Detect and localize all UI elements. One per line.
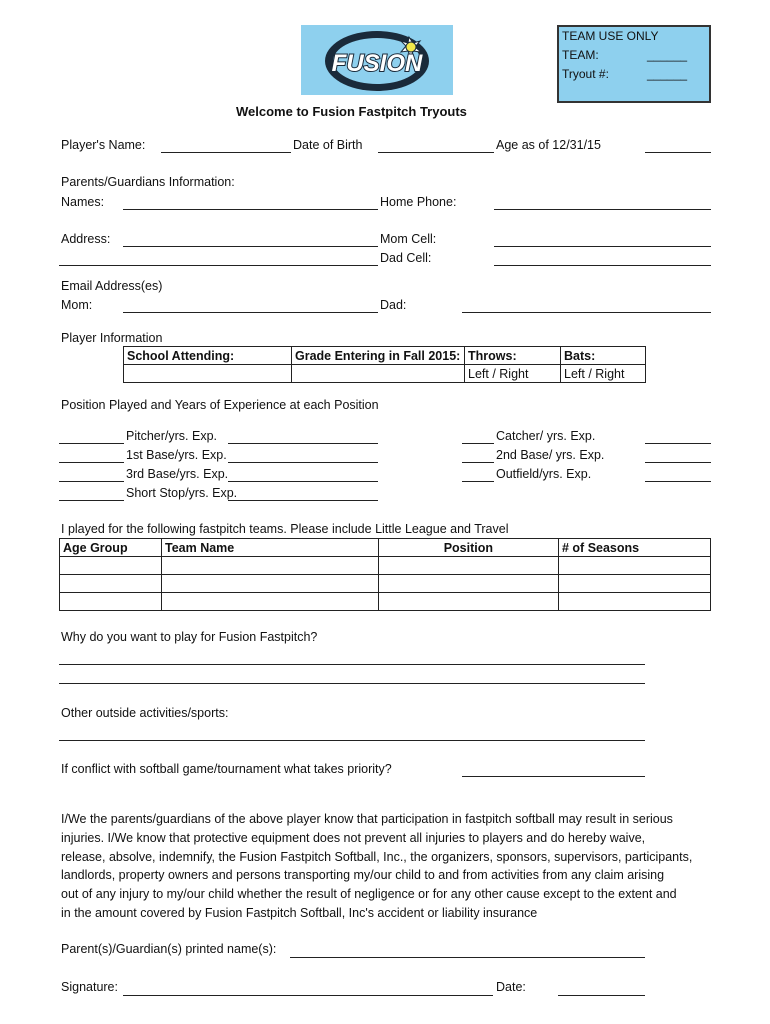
catcher-exp-field[interactable] (645, 443, 711, 444)
team-use-title: TEAM USE ONLY (562, 29, 659, 43)
school-cell[interactable] (124, 365, 292, 383)
names-label: Names: (61, 195, 105, 209)
dad-email-field[interactable] (462, 312, 711, 313)
player-info-value-row (124, 365, 646, 383)
waiver-line: injuries. I/We know that protective equipment does not prevent all injuries to players and do hereby waive, (61, 830, 646, 845)
dad-cell-label: Dad Cell: (380, 251, 432, 265)
signature-label: Signature: (61, 980, 118, 994)
player-name-field[interactable] (161, 152, 291, 153)
third-base-label: 3rd Base/yrs. Exp. (126, 467, 229, 481)
home-phone-field[interactable] (494, 209, 711, 210)
table-cell[interactable] (162, 593, 379, 611)
dad-email-label: Dad: (380, 298, 407, 312)
player-info-header-row (124, 347, 646, 365)
conflict-answer[interactable] (462, 776, 645, 777)
mom-email-field[interactable] (123, 312, 378, 313)
age-group-header: Age Group (60, 539, 162, 557)
table-cell[interactable] (559, 593, 711, 611)
other-activities-question: Other outside activities/sports: (61, 706, 229, 720)
first-base-years-field[interactable] (59, 462, 124, 463)
third-base-years-field[interactable] (59, 481, 124, 482)
teams-table (59, 538, 711, 611)
second-base-years-field[interactable] (462, 462, 494, 463)
table-cell[interactable] (162, 557, 379, 575)
date-label: Date: (496, 980, 526, 994)
table-row (60, 593, 711, 611)
table-row (60, 557, 711, 575)
age-label: Age as of 12/31/15 (496, 138, 601, 152)
positions-section-label: Position Played and Years of Experience at each Position (61, 398, 379, 412)
seasons-header: # of Seasons (559, 539, 711, 557)
pitcher-label: Pitcher/yrs. Exp. (126, 429, 217, 443)
team-use-box (557, 25, 711, 103)
other-activities-answer[interactable] (59, 740, 645, 741)
table-cell[interactable] (379, 575, 559, 593)
why-answer-line2[interactable] (59, 683, 645, 684)
outfield-years-field[interactable] (462, 481, 494, 482)
table-cell[interactable] (559, 575, 711, 593)
grade-cell[interactable] (292, 365, 465, 383)
dob-label: Date of Birth (293, 138, 363, 152)
fusion-logo (301, 25, 453, 95)
bats-header: Bats: (561, 347, 646, 365)
email-section-label: Email Address(es) (61, 279, 163, 293)
table-cell[interactable] (162, 575, 379, 593)
pitcher-years-field[interactable] (59, 443, 124, 444)
conflict-question: If conflict with softball game/tournament what takes priority? (61, 762, 392, 776)
table-cell[interactable] (379, 593, 559, 611)
outfield-exp-field[interactable] (645, 481, 711, 482)
mom-cell-field[interactable] (494, 246, 711, 247)
team-label: TEAM: (562, 48, 599, 62)
address-label: Address: (61, 232, 111, 246)
catcher-label: Catcher/ yrs. Exp. (496, 429, 596, 443)
form-title: Welcome to Fusion Fastpitch Tryouts (236, 104, 467, 119)
waiver-line: landlords, property owners and persons transporting my/our child to and from activities from any claim arising (61, 868, 665, 883)
printed-name-field[interactable] (290, 957, 645, 958)
tryout-label: Tryout #: (562, 67, 609, 81)
table-row (60, 575, 711, 593)
table-cell[interactable] (559, 557, 711, 575)
signature-field[interactable] (123, 995, 493, 996)
waiver-line: in the amount covered by Fusion Fastpitch Softball, Inc's accident or liability insurance (61, 905, 538, 920)
waiver-line: out of any injury to my/our child whether the result of negligence or for any other cause except to the extent and (61, 887, 677, 902)
why-question: Why do you want to play for Fusion Fastpitch? (61, 630, 318, 644)
mom-cell-label: Mom Cell: (380, 232, 437, 246)
school-header: School Attending: (124, 347, 292, 365)
first-base-label: 1st Base/yrs. Exp. (126, 448, 227, 462)
address-field-line2[interactable] (59, 265, 378, 266)
names-field[interactable] (123, 209, 378, 210)
teams-header-row (60, 539, 711, 557)
dad-cell-field[interactable] (494, 265, 711, 266)
second-base-label: 2nd Base/ yrs. Exp. (496, 448, 605, 462)
pitcher-exp-field[interactable] (228, 443, 378, 444)
address-field-line1[interactable] (123, 246, 378, 247)
grade-header: Grade Entering in Fall 2015: (292, 347, 465, 365)
parents-section-label: Parents/Guardians Information: (61, 175, 235, 189)
player-name-label: Player's Name: (61, 138, 146, 152)
table-cell[interactable] (60, 593, 162, 611)
player-info-section-label: Player Information (61, 331, 163, 345)
table-cell[interactable] (60, 575, 162, 593)
catcher-years-field[interactable] (462, 443, 494, 444)
short-stop-label: Short Stop/yrs. Exp. (126, 486, 238, 500)
home-phone-label: Home Phone: (380, 195, 457, 209)
teams-intro: I played for the following fastpitch teams. Please include Little League and Travel (61, 522, 509, 536)
logo-text: FUSION (331, 50, 423, 77)
table-cell[interactable] (60, 557, 162, 575)
table-cell[interactable] (379, 557, 559, 575)
position-header: Position (379, 539, 559, 557)
why-answer-line1[interactable] (59, 664, 645, 665)
first-base-exp-field[interactable] (228, 462, 378, 463)
short-stop-exp-field[interactable] (228, 500, 378, 501)
team-name-header: Team Name (162, 539, 379, 557)
throws-header: Throws: (465, 347, 561, 365)
fusion-logo-graphic (301, 25, 453, 95)
player-info-table (123, 346, 646, 383)
printed-name-label: Parent(s)/Guardian(s) printed name(s): (61, 942, 277, 956)
throws-cell[interactable]: Left / Right (465, 365, 561, 383)
third-base-exp-field[interactable] (228, 481, 378, 482)
tryout-value[interactable]: ______ (647, 67, 688, 81)
short-stop-years-field[interactable] (59, 500, 124, 501)
waiver-line: I/We the parents/guardians of the above player know that participation in fastpitch softball may result in serious (61, 812, 673, 826)
team-value[interactable]: ______ (647, 48, 688, 62)
bats-cell[interactable]: Left / Right (561, 365, 646, 383)
outfield-label: Outfield/yrs. Exp. (496, 467, 592, 481)
waiver-paragraph (61, 810, 711, 923)
date-field[interactable] (558, 995, 645, 996)
waiver-line: release, absolve, indemnify, the Fusion Fastpitch Softball, Inc., the organizers, sponsors, supervisors, participants, (61, 849, 693, 864)
mom-email-label: Mom: (61, 298, 93, 312)
second-base-exp-field[interactable] (645, 462, 711, 463)
age-field[interactable] (645, 152, 711, 153)
dob-field[interactable] (378, 152, 494, 153)
